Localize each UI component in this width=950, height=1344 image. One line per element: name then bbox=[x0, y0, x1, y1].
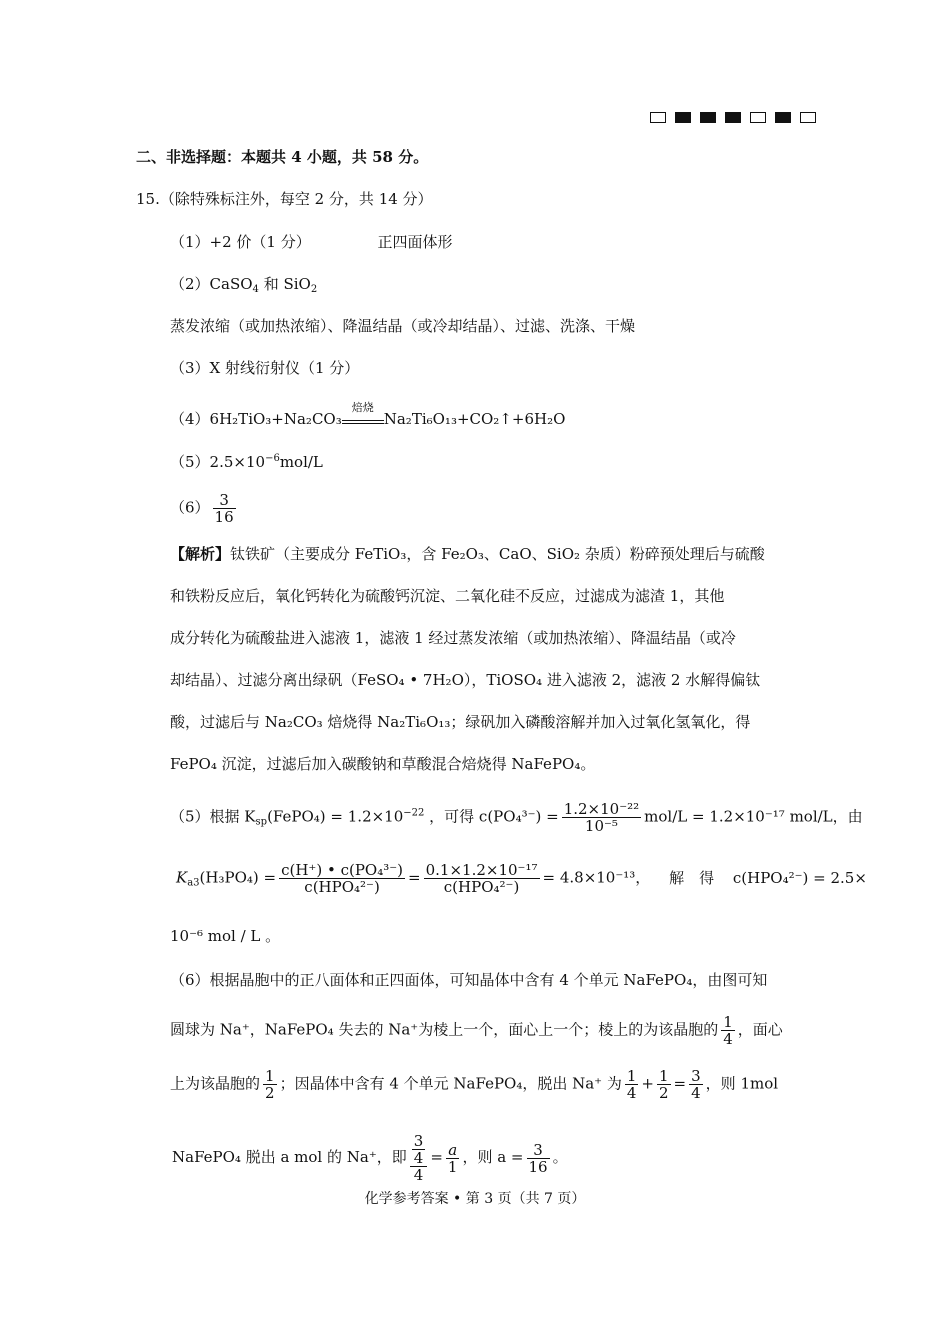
answer-4-reactants: 6H₂TiO₃+Na₂CO₃ bbox=[209, 410, 342, 428]
p6-l3-den: 2 bbox=[265, 1084, 275, 1102]
answer-2-sub2: 2 bbox=[310, 284, 318, 295]
p5-ka: K bbox=[176, 868, 188, 887]
p5-frac2-den: c(HPO₄²⁻) bbox=[304, 878, 380, 896]
p5-d: mol/L = 1.2×10⁻¹⁷ mol/L，由 bbox=[644, 807, 863, 826]
p6-l3-f1d: 4 bbox=[626, 1084, 637, 1102]
answer-2-sub: 4 bbox=[252, 284, 259, 295]
p6-l4-inner-num: 3 bbox=[413, 1132, 424, 1150]
answer-2-a: （2）CaSO bbox=[170, 275, 253, 293]
analysis-line-3: 成分转化为硫酸盐进入滤液 1，滤液 1 经过蒸发浓缩（或加热浓缩）、降温结晶（或冷 bbox=[170, 629, 736, 647]
p6-l3b: ；因晶体中含有 4 个单元 NaFePO₄，脱出 Na⁺ 为 bbox=[279, 1074, 622, 1093]
p6-l4-inner-frac bbox=[412, 1133, 426, 1166]
answer-6-num: 3 bbox=[213, 492, 236, 509]
p6-l2-den: 4 bbox=[723, 1030, 733, 1048]
equals-sign bbox=[342, 420, 384, 424]
p6-l4b: ，则 a = bbox=[462, 1148, 524, 1166]
p5-fraction-3 bbox=[424, 862, 540, 895]
p5-b: (FePO₄) = 1.2×10 bbox=[267, 807, 404, 826]
header-mark-6 bbox=[800, 112, 816, 123]
analysis-text-1: 钛铁矿（主要成分 FeTiO₃，含 Fe₂O₃、CaO、SiO₂ 杂质）粉碎预处理后与硫酸 bbox=[230, 545, 765, 563]
answer-1 bbox=[170, 232, 453, 252]
header-mark-0 bbox=[650, 112, 666, 123]
answer-2-b: 和 SiO bbox=[258, 275, 311, 293]
p5-eq: = bbox=[408, 868, 421, 887]
p6-l4-eq: = bbox=[430, 1148, 443, 1166]
p5-b-exp: −22 bbox=[403, 807, 425, 819]
answer-5-prefix: （5） bbox=[170, 453, 210, 471]
header-mark-3 bbox=[725, 112, 741, 123]
reaction-condition: 焙烧 bbox=[351, 401, 374, 414]
p6-l4-inner-den: 4 bbox=[413, 1149, 424, 1167]
answer-5 bbox=[170, 452, 323, 472]
p6-l4-top bbox=[410, 1133, 428, 1167]
p5-frac3-den: c(HPO₄²⁻) bbox=[443, 878, 520, 896]
p6-l3a: 上为该晶胞的 bbox=[170, 1074, 261, 1093]
analysis-line-6: FePO₄ 沉淀，过滤后加入碳酸钠和草酸混合焙烧得 NaFePO₄。 bbox=[170, 755, 596, 773]
section-title: 二、非选择题：本题共 4 小题，共 58 分。 bbox=[136, 148, 429, 166]
header-mark-1 bbox=[675, 112, 691, 123]
answer-6-prefix: （6） bbox=[170, 498, 210, 517]
p6-l2a: 圆球为 Na⁺，NaFePO₄ 失去的 Na⁺为棱上一个，面心上一个；棱上的为该晶胞的 bbox=[170, 1020, 719, 1039]
p6-l4-result-frac bbox=[527, 1142, 550, 1175]
p5-frac-num: 1.2×10⁻²² bbox=[563, 800, 640, 818]
p6-l3-num: 1 bbox=[265, 1067, 275, 1085]
p6-l3-f2d: 2 bbox=[659, 1084, 669, 1102]
answer-3: （3）X 射线衍射仪（1 分） bbox=[170, 359, 360, 377]
answer-2 bbox=[170, 274, 317, 294]
answer-1-shape: 正四面体形 bbox=[377, 233, 453, 251]
p5-frac2-num: c(H⁺) • c(PO₄³⁻) bbox=[281, 861, 404, 879]
p6-l2b: ，面心 bbox=[737, 1020, 783, 1039]
analysis-line-1 bbox=[170, 544, 765, 564]
analysis-line-2: 和铁粉反应后，氧化钙转化为硫酸钙沉淀、二氧化硅不反应，过滤成为滤渣 1，其他 bbox=[170, 587, 725, 605]
answer-1-text: （1）+2 价（1 分） bbox=[170, 233, 311, 251]
p5-a: （5）根据 K bbox=[170, 807, 256, 826]
header-mark-2 bbox=[700, 112, 716, 123]
p6-l3-f2 bbox=[657, 1068, 671, 1101]
answer-6-den: 16 bbox=[214, 508, 234, 526]
p6-l4-rd: 16 bbox=[528, 1157, 548, 1176]
p6-l4a: NaFePO₄ 脱出 a mol 的 Na⁺，即 bbox=[172, 1148, 407, 1166]
p6-l4c: 。 bbox=[552, 1148, 568, 1166]
p6-l4-rn: 3 bbox=[527, 1142, 550, 1159]
p6-l3-f1n: 1 bbox=[626, 1067, 637, 1085]
reaction-arrow bbox=[342, 401, 384, 424]
header-mark-4 bbox=[750, 112, 766, 123]
p5-frac3-num: 0.1×1.2×10⁻¹⁷ bbox=[425, 861, 538, 879]
answer-4-prefix: （4） bbox=[170, 410, 210, 428]
p5-ka-b: (H₃PO₄) = bbox=[199, 868, 277, 887]
analysis-6-line-2 bbox=[170, 1014, 783, 1047]
analysis-line-4: 却结晶）、过滤分离出绿矾（FeSO₄ • 7H₂O），TiOSO₄ 进入滤液 2，滤液 2 水解得偏钛 bbox=[170, 671, 761, 689]
p6-l3-f2n: 1 bbox=[659, 1067, 669, 1085]
analysis-6-line-3 bbox=[170, 1068, 778, 1101]
p5-f: 解 得 bbox=[669, 868, 715, 887]
analysis-6-line-1: （6）根据晶胞中的正八面体和正四面体，可知晶体中含有 4 个单元 NaFePO₄，由图可知 bbox=[170, 971, 768, 989]
answer-2-line2: 蒸发浓缩（或加热浓缩）、降温结晶（或冷却结晶）、过滤、洗涤、干燥 bbox=[170, 317, 636, 335]
header-mark-5 bbox=[775, 112, 791, 123]
p5-ksp-sub: sp bbox=[255, 816, 268, 828]
p6-l3-f3d: 4 bbox=[691, 1084, 701, 1102]
p6-l4-an: a bbox=[446, 1142, 460, 1159]
analysis-5-line-2 bbox=[176, 862, 867, 895]
analysis-line-5: 酸，过滤后与 Na₂CO₃ 焙烧得 Na₂Ti₆O₁₃；绿矾加入磷酸溶解并加入过氧化氢氧化，得 bbox=[170, 713, 751, 731]
p5-frac-den: 10⁻⁵ bbox=[584, 817, 618, 835]
p6-l3-eq: = bbox=[673, 1074, 687, 1093]
analysis-label: 【解析】 bbox=[170, 545, 231, 563]
p5-e: = 4.8×10⁻¹³， bbox=[542, 868, 651, 887]
answer-4-products: Na₂Ti₆O₁₃+CO₂↑+6H₂O bbox=[383, 410, 566, 428]
p6-l3-f3 bbox=[689, 1068, 703, 1101]
answer-6 bbox=[170, 492, 239, 525]
answer-5-exp: −6 bbox=[265, 453, 280, 464]
question-15-title: 15.（除特殊标注外，每空 2 分，共 14 分） bbox=[136, 190, 433, 208]
p6-l3c: ，则 1mol bbox=[705, 1074, 779, 1093]
p6-l4-bot: 4 bbox=[413, 1166, 424, 1184]
answer-6-fraction bbox=[213, 492, 236, 525]
p6-l3-f3n: 3 bbox=[691, 1067, 701, 1085]
p6-l4-complex-fraction bbox=[410, 1133, 428, 1183]
p6-l2-num: 1 bbox=[723, 1013, 733, 1031]
p6-l3-plus: + bbox=[641, 1074, 654, 1093]
analysis-6-line-4 bbox=[172, 1133, 568, 1183]
p6-l4-a-frac bbox=[446, 1142, 460, 1175]
p5-fraction-2 bbox=[279, 862, 405, 895]
page-footer: 化学参考答案 • 第 3 页（共 7 页） bbox=[364, 1191, 586, 1207]
answer-4 bbox=[170, 401, 566, 429]
p5-fraction bbox=[562, 801, 641, 834]
answer-5-unit: mol/L bbox=[279, 453, 323, 471]
p6-l4-ad: 1 bbox=[447, 1157, 458, 1176]
p5-g: c(HPO₄²⁻) = 2.5× bbox=[732, 868, 867, 887]
p5-c: ，可得 c(PO₄³⁻) = bbox=[429, 807, 559, 826]
p6-l3-f1 bbox=[625, 1068, 639, 1101]
header-marks bbox=[650, 112, 816, 123]
analysis-5-line-3: 10⁻⁶ mol / L 。 bbox=[170, 927, 281, 945]
answer-5-value: 2.5×10 bbox=[209, 453, 266, 471]
analysis-5-line-1 bbox=[170, 801, 863, 834]
p6-l2-fraction bbox=[721, 1014, 735, 1047]
p5-ka-sub: a3 bbox=[187, 877, 200, 889]
p6-l3-fraction bbox=[263, 1068, 277, 1101]
